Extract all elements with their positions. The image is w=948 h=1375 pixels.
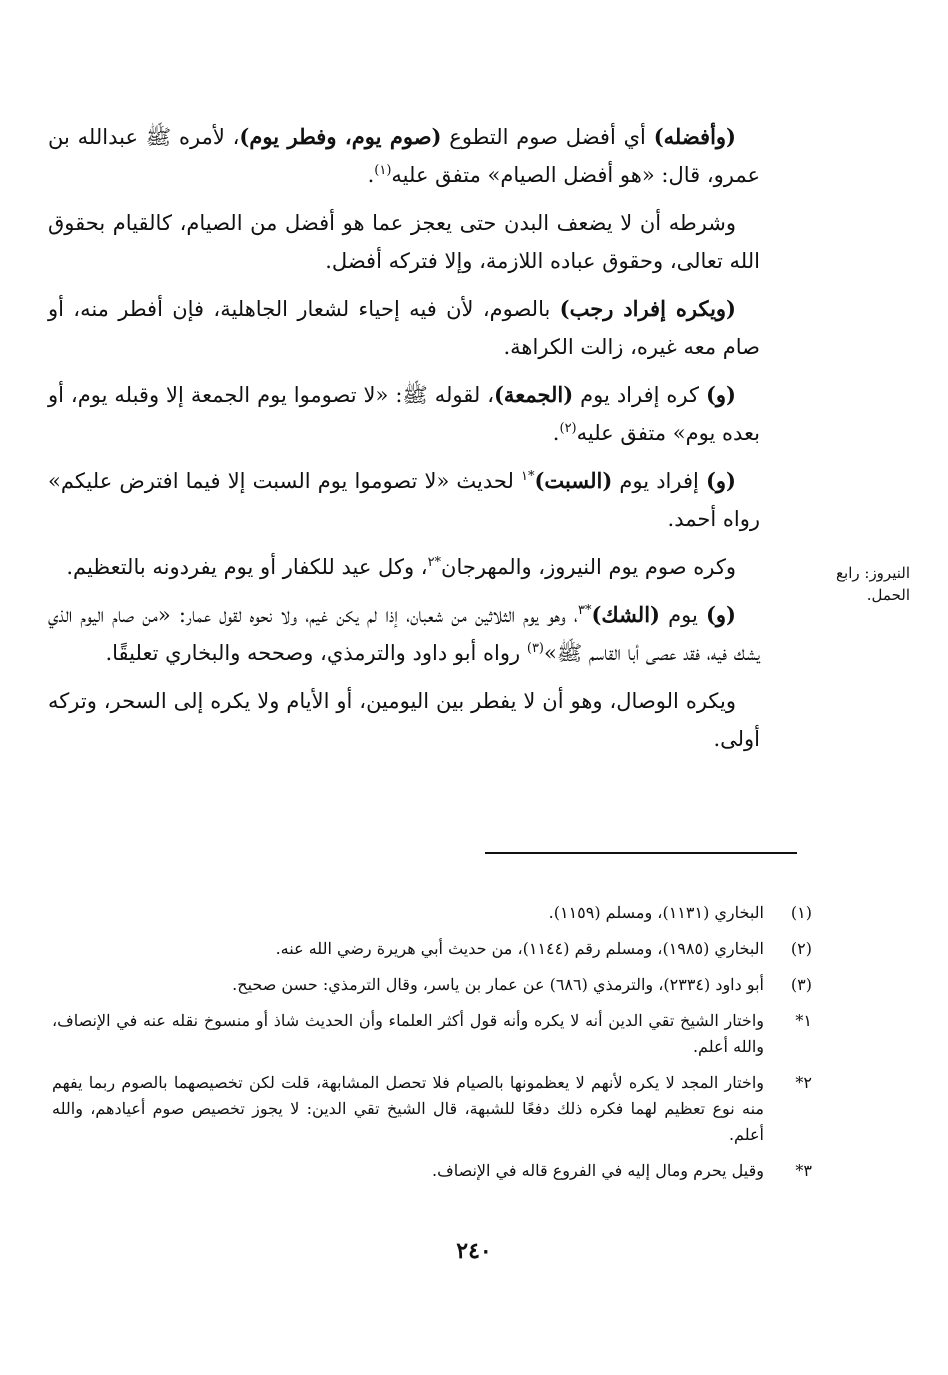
footnote	[52, 1158, 812, 1184]
footnote-text: أبو داود (٢٣٣٤)، والترمذي (٦٨٦) عن عمار بن ياسر، وقال الترمذي: حسن صحيح.	[232, 975, 764, 994]
footnotes	[52, 900, 812, 1194]
footnote	[52, 972, 812, 998]
footnote-number: ١*	[795, 1011, 812, 1030]
footnote-text: وقيل يحرم ومال إليه في الفروع قاله في الإنصاف.	[432, 1161, 764, 1180]
footnote	[52, 1070, 812, 1148]
footnote-number: (١)	[790, 903, 812, 922]
footnote-mark: *٣	[577, 603, 592, 618]
footnote-mark: *١	[520, 469, 535, 484]
footnote-number: ٣*	[795, 1161, 812, 1180]
main-text	[48, 118, 760, 768]
footnote	[52, 1008, 812, 1060]
footnote-text: واختار المجد لا يكره لأنهم لا يعظمونها بالصيام فلا تحصل المشابهة، قلت لكن تخصيصهما بالصوم ربما يفهم منه نوع تعظيم لهما فكره ذلك دفعًا للشبهة، قال الشيخ تقي الدين: لا يجوز تخصيص صوم أعيادهم، والله أعلم.	[52, 1073, 765, 1144]
paragraph-wisal: ويكره الوصال، وهو أن لا يفطر بين اليومين، أو الأيام ولا يكره إلى السحر، وتركه أولى.	[48, 689, 760, 751]
footnote-number: ٢*	[795, 1073, 812, 1092]
footnote-separator	[485, 852, 797, 854]
margin-note: النيروز: رابع الحمل.	[836, 564, 910, 604]
paragraph-friday: (و) كره إفراد يوم (الجمعة)، لقوله ﷺ: «لا تصوموا يوم الجمعة إلا وقبله يوم، أو بعده يوم» متفق عليه$^{(٢)}$.	[48, 382, 760, 445]
paragraph-rajab: (ويكره إفراد رجب) بالصوم، لأن فيه إحياء لشعار الجاهلية، فإن أفطر منه، أو صام معه غيره، زالت الكراهة.	[48, 296, 760, 359]
paragraph-nowruz: وكره صوم يوم النيروز، والمهرجان$^{*٢}$، وكل عيد للكفار أو يوم يفردونه بالتعظيم.	[66, 555, 736, 579]
paragraph-condition: وشرطه أن لا يضعف البدن حتى يعجز عما هو أفضل من الصيام، كالقيام بحقوق الله تعالى، وحقوق عباده اللازمة، وإلا فتركه أفضل.	[48, 211, 760, 273]
footnote-ref: (٢)	[559, 421, 577, 436]
footnote	[52, 936, 812, 962]
footnote-text: واختار الشيخ تقي الدين أنه لا يكره وأنه قول أكثر العلماء وأن الحديث شاذ أو منسوخ نقله عنه في الإنصاف، والله أعلم.	[52, 1011, 764, 1056]
footnote-ref: (١)	[374, 163, 392, 178]
page-number: ٢٤٠	[456, 1238, 492, 1264]
paragraph-saturday: (و) إفراد يوم (السبت)$^{*١}$ لحديث «لا تصوموا يوم السبت إلا فيما افترض عليكم» رواه أحمد.	[48, 468, 760, 531]
footnote-ref: (٣)	[526, 641, 544, 656]
footnote-number: (٣)	[790, 975, 812, 994]
footnote-number: (٢)	[790, 939, 812, 958]
footnote-text: البخاري (١٩٨٥)، ومسلم رقم (١١٤٤)، من حديث أبي هريرة رضي الله عنه.	[275, 939, 764, 958]
paragraph-doubt-day: (و) يوم (الشك)$^{*٣}$، وهو يوم الثلاثين من شعبان، إذا لم يكن غيم، ولا نحوه لقول عمار: «من صام اليوم الذي يشك فيه، فقد عصى أبا القاسم ﷺ»$^{(٣)}$ رواه أبو داود والترمذي، وصححه والبخاري تعليقًا.	[48, 602, 760, 665]
footnote-mark: *٢	[427, 555, 442, 570]
footnote-text: البخاري (١١٣١)، ومسلم (١١٥٩).	[548, 903, 764, 922]
paragraph-best-fast: (وأفضله) أي أفضل صوم التطوع (صوم يوم، وفطر يوم)، لأمره ﷺ عبدالله بن عمرو، قال: «هو أفضل الصيام» متفق عليه$^{(١)}$.	[48, 124, 760, 187]
footnote	[52, 900, 812, 926]
